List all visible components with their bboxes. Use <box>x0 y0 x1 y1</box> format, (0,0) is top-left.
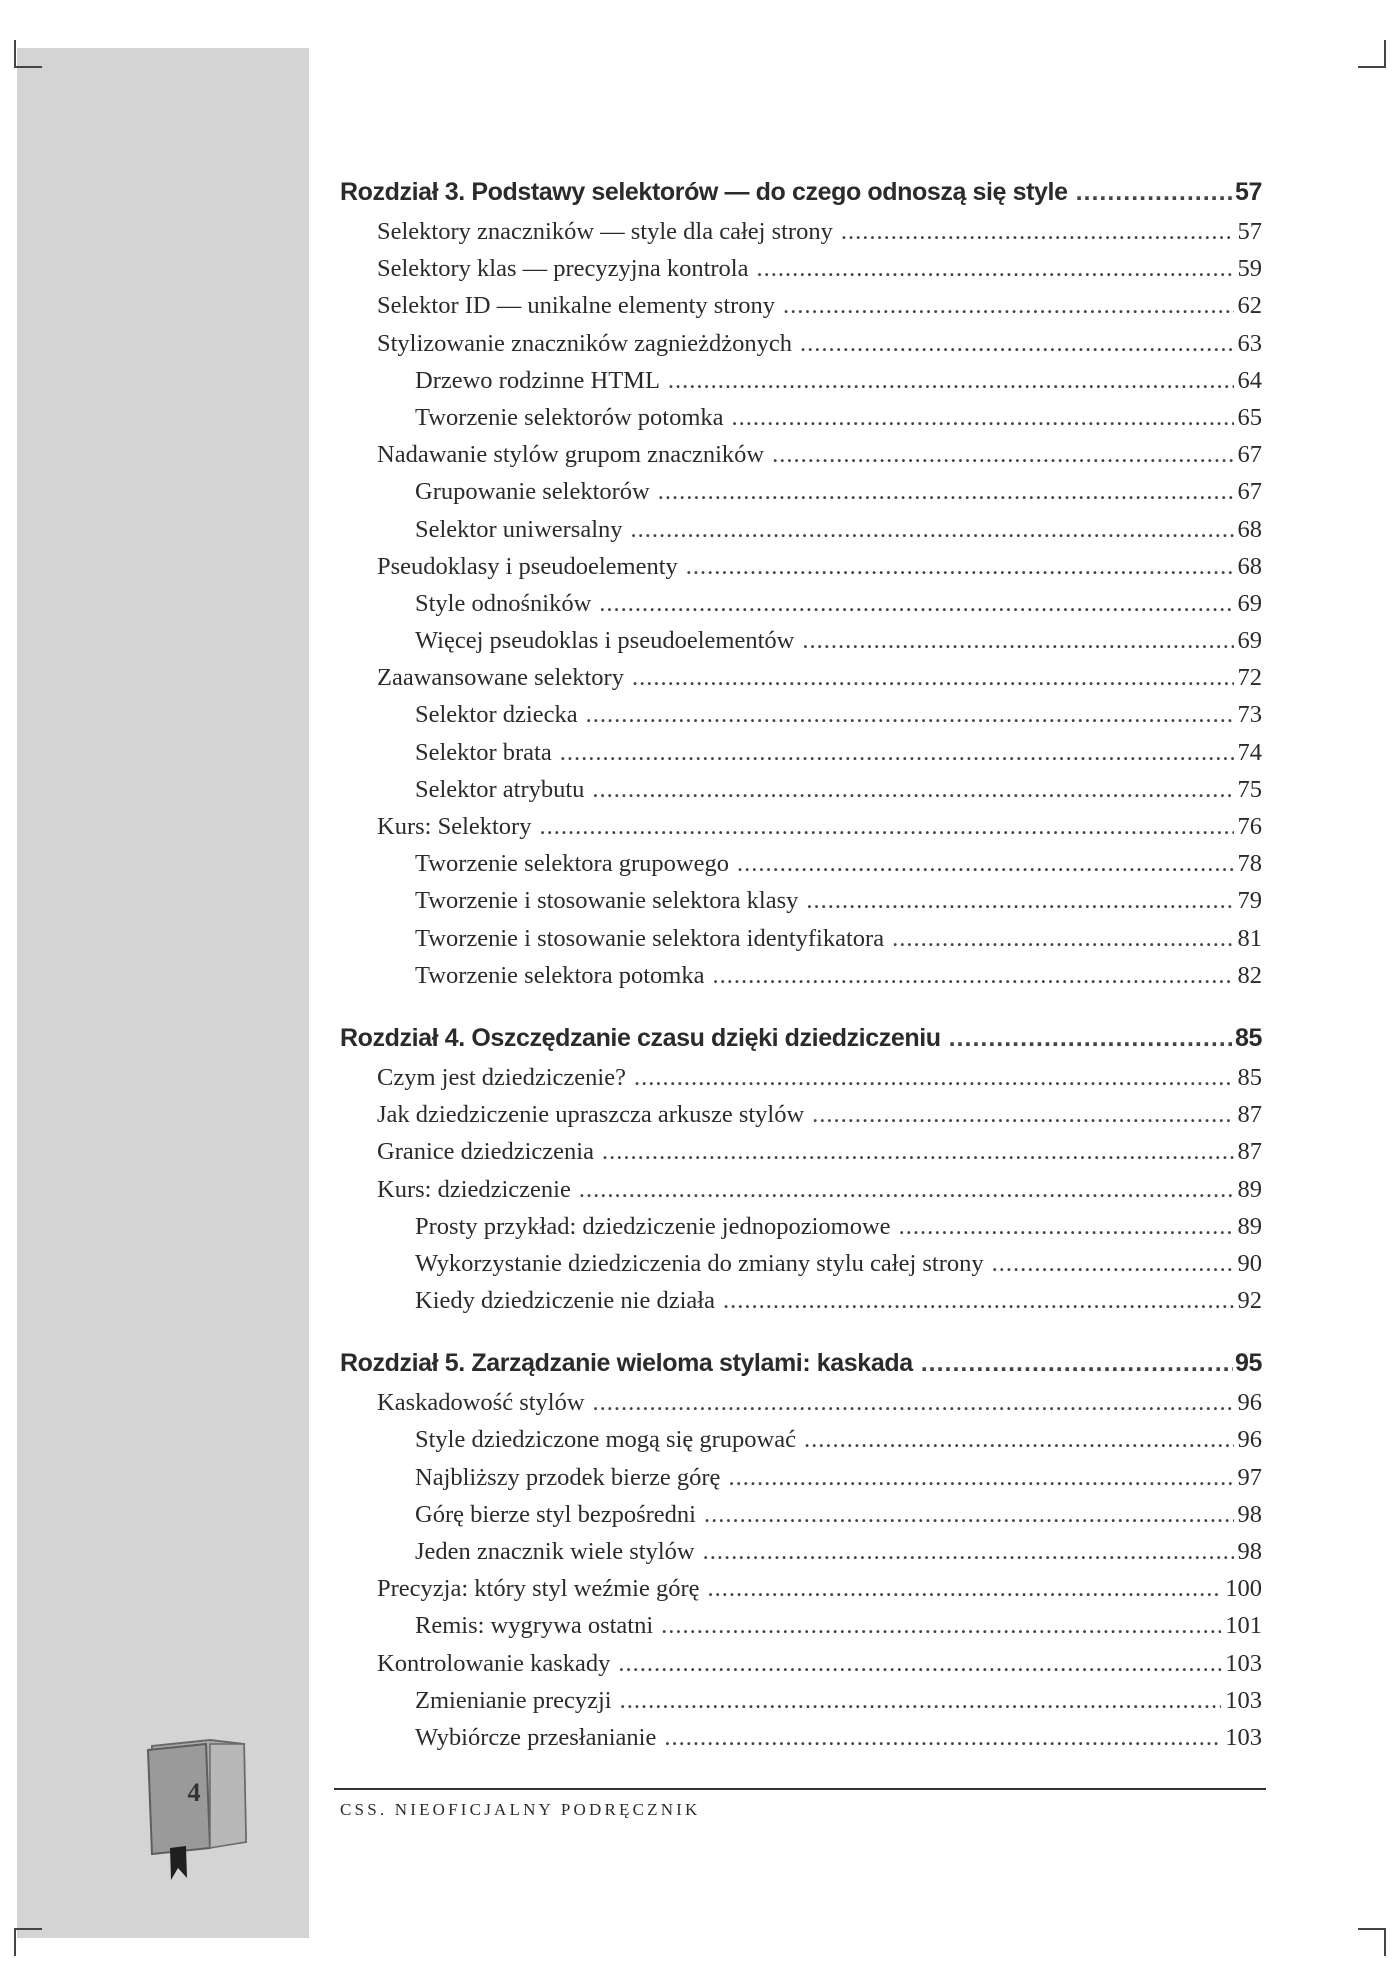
dot-leader <box>686 553 1234 581</box>
toc-entry-level-1 <box>340 441 1262 478</box>
toc-page-number: 69 <box>1237 627 1262 655</box>
toc-entry-level-2 <box>340 925 1262 962</box>
crop-mark-bottom-left <box>14 1928 42 1956</box>
toc-entry-title: Style odnośników <box>415 589 592 617</box>
dot-leader <box>618 1650 1221 1678</box>
dot-leader <box>804 1426 1234 1454</box>
toc-entry-title: Precyzja: który styl weźmie górę <box>377 1575 700 1603</box>
dot-leader <box>756 255 1233 283</box>
toc-page-number: 97 <box>1237 1463 1262 1491</box>
toc-page-number: 87 <box>1237 1138 1262 1166</box>
toc-entry-level-2 <box>340 1250 1262 1287</box>
toc-entry-title: Jeden znacznik wiele stylów <box>415 1538 695 1565</box>
dot-leader <box>703 1538 1234 1566</box>
toc-entry-title: Rozdział 3. Podstawy selektorów — do czego odnoszą się style <box>340 178 1068 206</box>
toc-page-number: 57 <box>1237 218 1262 245</box>
crop-mark-bottom-right <box>1358 1928 1386 1956</box>
toc-entry-level-1 <box>340 292 1262 329</box>
toc-entry-level-1 <box>340 813 1262 850</box>
toc-entry-title: Kiedy dziedziczenie nie działa <box>415 1287 715 1315</box>
toc-page-number: 67 <box>1237 478 1262 506</box>
toc-page-number: 103 <box>1225 1723 1262 1751</box>
toc-page-number: 89 <box>1237 1175 1262 1203</box>
toc-entry-level-1 <box>340 1389 1262 1426</box>
dot-leader <box>704 1501 1234 1529</box>
toc-page-number: 64 <box>1237 366 1262 394</box>
toc-entry-level-1 <box>340 255 1262 292</box>
toc-entry-title: Wybiórcze przesłanianie <box>415 1723 657 1751</box>
toc-page-number: 103 <box>1225 1686 1262 1714</box>
toc-page-number: 79 <box>1237 887 1262 915</box>
toc-page-number: 68 <box>1237 515 1262 543</box>
toc-entry-level-1 <box>340 1138 1262 1175</box>
dot-leader <box>949 1024 1233 1053</box>
toc-entry-title: Grupowanie selektorów <box>415 478 650 506</box>
toc-entry-title: Selektor brata <box>415 738 552 766</box>
toc-page-number: 75 <box>1237 775 1262 803</box>
toc-page-number: 73 <box>1237 701 1262 729</box>
dot-leader <box>599 590 1233 618</box>
dot-leader <box>634 1064 1234 1092</box>
dot-leader <box>723 1287 1234 1315</box>
toc-entry-level-2 <box>340 1538 1262 1575</box>
toc-page-number: 95 <box>1234 1349 1262 1378</box>
toc-page-number: 72 <box>1237 664 1262 692</box>
toc-entry-title: Granice dziedziczenia <box>377 1138 594 1166</box>
dot-leader <box>579 1176 1234 1204</box>
toc-entry-title: Najbliższy przodek bierze górę <box>415 1463 721 1491</box>
toc-entry-level-1 <box>340 553 1262 590</box>
toc-page-number: 68 <box>1237 552 1262 580</box>
dot-leader <box>664 1724 1221 1752</box>
dot-leader <box>661 1612 1221 1640</box>
crop-mark-top-left <box>14 40 42 68</box>
toc-entry-title: Pseudoklasy i pseudoelementy <box>377 552 678 580</box>
toc-entry-title: Selektor ID — unikalne elementy strony <box>377 292 776 320</box>
dot-leader <box>658 478 1234 506</box>
dot-leader <box>806 887 1233 915</box>
toc-entry-level-2 <box>340 404 1262 441</box>
dot-leader <box>539 813 1233 841</box>
toc-entry-level-2 <box>340 1501 1262 1538</box>
toc-entry-level-1 <box>340 218 1262 255</box>
toc-entry-title: Kontrolowanie kaskady <box>377 1649 611 1677</box>
dot-leader <box>586 701 1234 729</box>
toc-entry-title: Stylizowanie znaczników zagnieżdżonych <box>377 329 792 357</box>
toc-entry-title: Zaawansowane selektory <box>377 664 624 692</box>
toc-page-number: 65 <box>1237 403 1262 431</box>
toc-entry-level-1 <box>340 1064 1262 1101</box>
toc-page-number: 62 <box>1237 292 1262 320</box>
toc-page-number: 76 <box>1237 813 1262 840</box>
toc-entry-title: Rozdział 5. Zarządzanie wieloma stylami: kaskada <box>340 1349 913 1378</box>
toc-entry-level-2 <box>340 1724 1262 1761</box>
toc-entry-title: Tworzenie i stosowanie selektora klasy <box>415 887 799 915</box>
dot-leader <box>632 664 1234 692</box>
toc-page-number: 59 <box>1237 255 1262 283</box>
toc-entry-level-2 <box>340 367 1262 404</box>
toc-page-number: 89 <box>1237 1212 1262 1240</box>
dot-leader <box>593 1389 1234 1417</box>
running-footer-title: CSS. NIEOFICJALNY PODRĘCZNIK <box>340 1800 701 1819</box>
toc-page-number: 98 <box>1237 1538 1262 1565</box>
page-number: 4 <box>187 1778 201 1807</box>
toc-entry-level-2 <box>340 516 1262 553</box>
toc-entry-level-2 <box>340 962 1262 999</box>
dot-leader <box>737 850 1234 878</box>
toc-entry-title: Kaskadowość stylów <box>377 1389 585 1417</box>
toc-entry-title: Selektor atrybutu <box>415 775 585 803</box>
dot-leader <box>668 367 1234 395</box>
toc-chapter <box>340 1349 1262 1761</box>
toc-entry-title: Nadawanie stylów grupom znaczników <box>377 441 765 469</box>
chapter-heading <box>340 178 1262 218</box>
toc-entry-level-2 <box>340 887 1262 924</box>
dot-leader <box>707 1575 1221 1603</box>
dot-leader <box>631 516 1234 544</box>
toc-entry-level-2 <box>340 1687 1262 1724</box>
toc-entry-title: Tworzenie selektora grupowego <box>415 850 729 878</box>
toc-entry-level-1 <box>340 330 1262 367</box>
toc-entry-level-2 <box>340 776 1262 813</box>
dot-leader <box>812 1101 1233 1129</box>
toc-page-number: 85 <box>1237 1063 1262 1091</box>
toc-entry-title: Tworzenie i stosowanie selektora identyfikatora <box>415 924 885 952</box>
toc-page-number: 81 <box>1237 924 1262 952</box>
toc-entry-level-2 <box>340 590 1262 627</box>
toc-page-number: 63 <box>1237 329 1262 357</box>
toc-page-number: 74 <box>1237 738 1262 766</box>
dot-leader <box>732 404 1234 432</box>
dot-leader <box>620 1687 1222 1715</box>
chapter-heading <box>340 1349 1262 1389</box>
dot-leader <box>892 925 1233 953</box>
toc-page-number: 90 <box>1237 1249 1262 1277</box>
table-of-contents <box>340 178 1262 1786</box>
toc-entry-title: Drzewo rodzinne HTML <box>415 366 660 394</box>
toc-entry-level-2 <box>340 1213 1262 1250</box>
page-margin-band <box>17 48 309 1938</box>
toc-entry-level-2 <box>340 1287 1262 1324</box>
toc-entry-level-2 <box>340 1612 1262 1649</box>
chapter-heading <box>340 1024 1262 1064</box>
dot-leader <box>899 1213 1234 1241</box>
dot-leader <box>712 962 1233 990</box>
toc-page-number: 103 <box>1225 1649 1262 1677</box>
toc-entry-level-2 <box>340 627 1262 664</box>
dot-leader <box>921 1349 1233 1378</box>
dot-leader <box>802 627 1233 655</box>
toc-entry-title: Jak dziedziczenie upraszcza arkusze stylów <box>377 1101 805 1129</box>
dot-leader <box>772 441 1233 469</box>
toc-entry-title: Górę bierze styl bezpośredni <box>415 1500 696 1528</box>
dot-leader <box>728 1464 1233 1492</box>
toc-entry-level-2 <box>340 850 1262 887</box>
toc-entry-title: Style dziedziczone mogą się grupować <box>415 1426 796 1454</box>
dot-leader <box>800 330 1234 358</box>
toc-chapter <box>340 178 1262 999</box>
toc-entry-level-2 <box>340 701 1262 738</box>
toc-page-number: 96 <box>1237 1426 1262 1454</box>
toc-entry-title: Kurs: dziedziczenie <box>377 1175 571 1203</box>
toc-entry-level-1 <box>340 1650 1262 1687</box>
toc-page-number: 57 <box>1234 178 1262 206</box>
toc-entry-level-2 <box>340 478 1262 515</box>
toc-entry-title: Zmienianie precyzji <box>415 1686 612 1714</box>
crop-mark-top-right <box>1358 40 1386 68</box>
book-bookmark-icon <box>140 1738 250 1888</box>
toc-entry-title: Selektor uniwersalny <box>415 515 623 543</box>
dot-leader <box>602 1138 1234 1166</box>
footer-rule <box>334 1788 1266 1790</box>
toc-entry-title: Prosty przykład: dziedziczenie jednopoziomowe <box>415 1212 891 1240</box>
toc-page-number: 69 <box>1237 589 1262 617</box>
dot-leader <box>1076 178 1233 207</box>
dot-leader <box>783 292 1233 320</box>
dot-leader <box>992 1250 1234 1278</box>
toc-entry-level-2 <box>340 1426 1262 1463</box>
toc-page-number: 96 <box>1237 1389 1262 1417</box>
toc-page-number: 67 <box>1237 441 1262 469</box>
toc-page-number: 82 <box>1237 961 1262 989</box>
toc-page-number: 98 <box>1237 1500 1262 1528</box>
toc-entry-level-2 <box>340 739 1262 776</box>
dot-leader <box>841 218 1234 246</box>
toc-entry-title: Selektory znaczników — style dla całej strony <box>377 218 833 245</box>
toc-entry-title: Rozdział 4. Oszczędzanie czasu dzięki dziedziczeniu <box>340 1023 941 1052</box>
toc-entry-title: Kurs: Selektory <box>377 813 532 840</box>
toc-entry-title: Więcej pseudoklas i pseudoelementów <box>415 627 795 655</box>
toc-entry-title: Czym jest dziedziczenie? <box>377 1063 626 1091</box>
dot-leader <box>592 776 1233 804</box>
toc-entry-title: Wykorzystanie dziedziczenia do zmiany stylu całej strony <box>415 1249 984 1277</box>
toc-page-number: 100 <box>1225 1575 1262 1603</box>
toc-entry-title: Selektory klas — precyzyjna kontrola <box>377 255 749 283</box>
toc-entry-level-1 <box>340 1101 1262 1138</box>
toc-entry-title: Selektor dziecka <box>415 701 578 729</box>
toc-page-number: 92 <box>1237 1287 1262 1315</box>
toc-page-number: 87 <box>1237 1101 1262 1129</box>
toc-entry-level-1 <box>340 1575 1262 1612</box>
toc-page-number: 78 <box>1237 850 1262 878</box>
toc-entry-level-1 <box>340 664 1262 701</box>
toc-chapter <box>340 1024 1262 1324</box>
toc-page-number: 101 <box>1225 1612 1262 1640</box>
toc-entry-title: Tworzenie selektorów potomka <box>415 403 724 431</box>
toc-entry-level-2 <box>340 1464 1262 1501</box>
toc-entry-title: Remis: wygrywa ostatni <box>415 1612 654 1640</box>
toc-entry-level-1 <box>340 1176 1262 1213</box>
dot-leader <box>560 739 1234 767</box>
toc-entry-title: Tworzenie selektora potomka <box>415 961 705 989</box>
toc-page-number: 85 <box>1234 1023 1262 1052</box>
